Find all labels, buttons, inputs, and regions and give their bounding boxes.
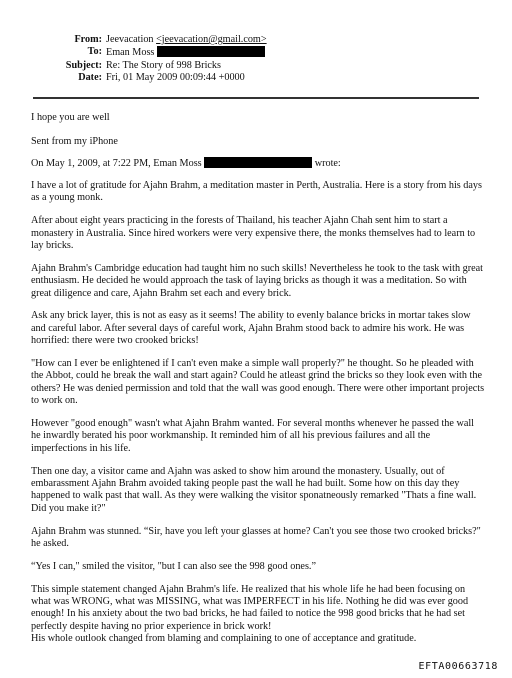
to-value xyxy=(106,46,265,59)
date-row xyxy=(0,72,267,84)
story-paragraph: His whole outlook changed from blaming and complaining to one of acceptance and gratitude. xyxy=(31,633,417,645)
to-row xyxy=(0,46,267,59)
redaction-box xyxy=(204,157,312,168)
story-paragraph: However "good enough" wasn't what Ajahn Brahm wanted. For several months whenever he passed the wall he inwardly berated his poor workmanship. It reminded him of all his previous failures and all the imperfections in his life. xyxy=(31,418,475,454)
subject-row xyxy=(0,60,267,72)
story-paragraph: Ajahn Brahm was stunned. “Sir, have you left your glasses at home? Can't you see those two crooked bricks?" he asked. xyxy=(31,525,481,550)
date-label: Date: xyxy=(78,71,102,83)
quote-attribution xyxy=(31,157,483,170)
subject-value: Re: The Story of 998 Bricks xyxy=(106,59,221,71)
date-value: Fri, 01 May 2009 00:09:44 +0000 xyxy=(106,71,245,83)
story-paragraph: I have a lot of gratitude for Ajahn Brahm, a meditation master in Perth, Australia. Here is a story from his days as a young monk. xyxy=(31,180,482,204)
header-divider xyxy=(33,97,479,99)
story-paragraph: Ask any brick layer, this is not as easy as it seems! The ability to evenly balance bricks in mortar takes slow and careful labor. After several days of careful work, Ajahn Brahm stood back to admire his work. He was horrified: there were two crooked bricks! xyxy=(31,310,471,347)
signature-line: Sent from my iPhone xyxy=(31,136,118,147)
from-row xyxy=(0,34,267,46)
story-paragraph: After about eight years practicing in the forests of Thailand, his teacher Ajahn Chah sent him to start a monastery in Australia. Since hired workers were very expensive there, the monks themselves had to learn to lay bricks. xyxy=(31,215,476,252)
from-email-link[interactable]: <jeevacation@gmail.com> xyxy=(156,34,267,45)
greeting-line: I hope you are well xyxy=(31,112,110,123)
document-id: EFTA00663718 xyxy=(418,661,498,672)
story-paragraph: "How can I ever be enlightened if I can't even make a simple wall properly?" he thought. So he pleaded with the Abbot, could he break the wall and start again? Could he atleast grind the bricks so they look even with the others? He was denied permission and told that the wall was good enough. There were other important projects to work on. xyxy=(31,358,485,407)
wrote-text: wrote: xyxy=(314,158,341,169)
attribution-text: On May 1, 2009, at 7:22 PM, Eman Moss xyxy=(31,158,202,169)
from-label: From: xyxy=(74,34,102,45)
from-name: Jeevacation xyxy=(106,34,157,45)
from-value xyxy=(106,34,267,46)
redaction-box xyxy=(157,46,265,57)
quoted-story xyxy=(31,180,485,656)
story-paragraph: Then one day, a visitor came and Ajahn was asked to show him around the monastery. Usually, out of embarassment Ajahn Brahm avoided taking people past the wall he had built. Some how on this day they happened to walk past that wall. As they were walking the visitor sponatneously remarked "Thats a fine wall. Did you make it?" xyxy=(31,465,477,514)
to-name: Eman Moss xyxy=(106,47,155,59)
subject-label: Subject: xyxy=(65,59,102,71)
to-label: To: xyxy=(87,46,102,58)
story-paragraph: This simple statement changed Ajahn Brahm's life. He realized that his whole life he had been focusing on what was WRONG, what was MISSING, what was IMPERFECT in his life. Nothing he did was ever good enough! In his anxiety about the two bad bricks, he had failed to notice the 998 good bricks that he had set perfectly despite having no prior experience in brick work! xyxy=(31,583,469,632)
story-paragraph: “Yes I can," smiled the visitor, "but I can also see the 998 good ones.” xyxy=(31,560,316,572)
email-header xyxy=(0,34,267,84)
story-paragraph: Ajahn Brahm's Cambridge education had taught him no such skills! Nevertheless he took to the task with great enthusiasm. He decided he would approach the task of laying bricks as though it was a meditation. So with great diligence and care, Ajahn Brahm set each and every brick. xyxy=(31,262,483,299)
